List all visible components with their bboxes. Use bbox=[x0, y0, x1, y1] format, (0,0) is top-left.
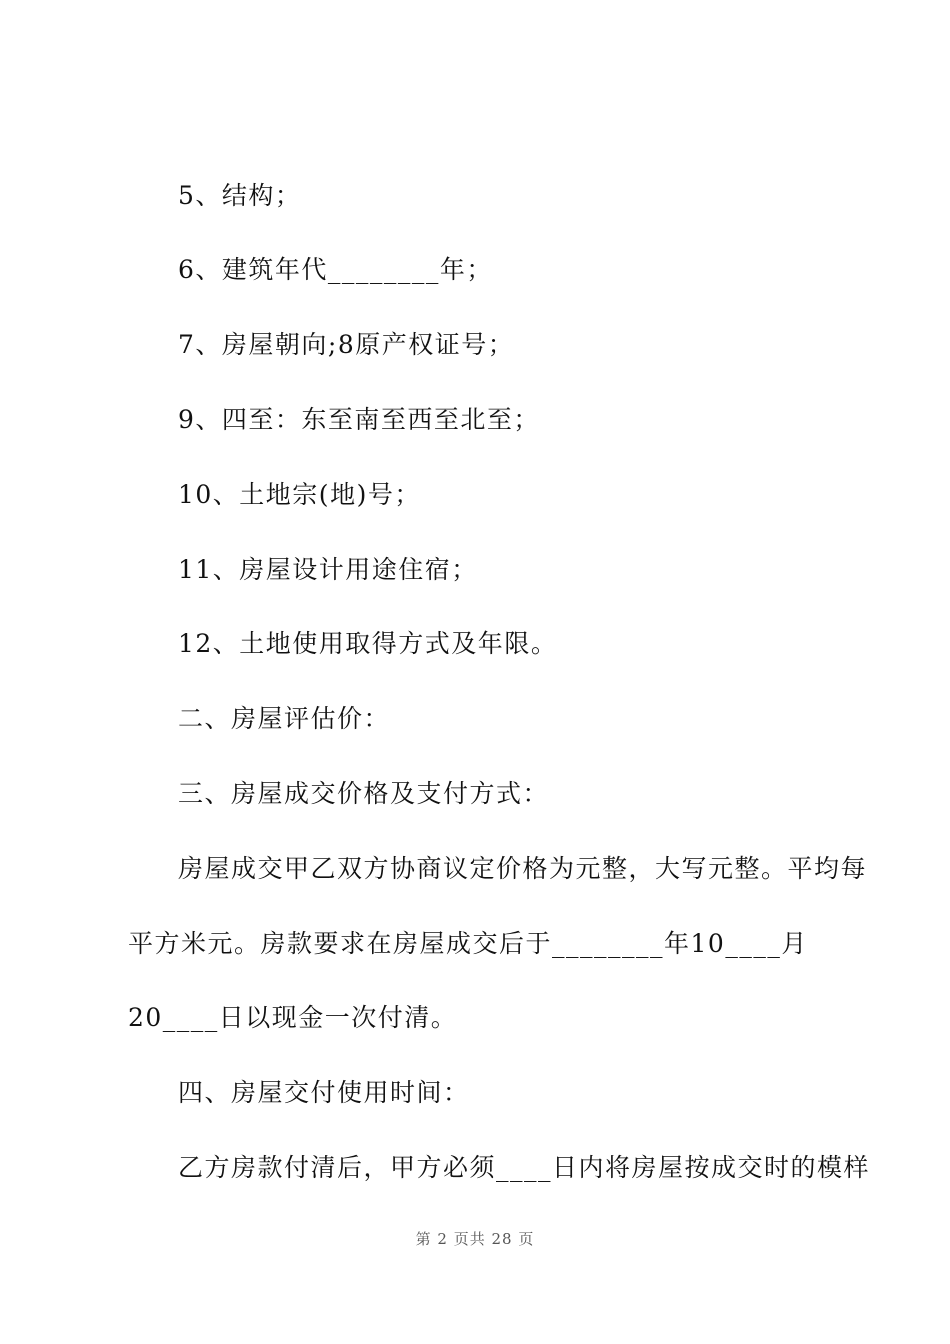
item-12-land-acquisition: 12、土地使用取得方式及年限。 bbox=[178, 629, 558, 658]
item-6-build-year: 6、建筑年代________年； bbox=[178, 255, 493, 284]
section-2-heading: 二、房屋评估价： bbox=[178, 704, 391, 733]
item-10-land-number: 10、土地宗(地)号； bbox=[178, 480, 421, 509]
section-4-heading: 四、房屋交付使用时间： bbox=[178, 1078, 470, 1107]
item-9-boundaries: 9、四至：东至南至西至北至； bbox=[178, 405, 540, 434]
price-paragraph-line-2: 平方米元。房款要求在房屋成交后于________年10____月 bbox=[128, 929, 808, 958]
page-number-footer: 第 2 页共 28 页 bbox=[415, 1230, 535, 1248]
price-paragraph-line-1: 房屋成交甲乙双方协商议定价格为元整，大写元整。平均每 bbox=[178, 854, 868, 883]
price-paragraph-line-3: 20____日以现金一次付清。 bbox=[128, 1003, 458, 1032]
item-11-design-use: 11、房屋设计用途住宿； bbox=[178, 555, 478, 584]
section-3-heading: 三、房屋成交价格及支付方式： bbox=[178, 779, 550, 808]
delivery-paragraph-line-1: 乙方房款付清后，甲方必须____日内将房屋按成交时的模样 bbox=[178, 1153, 871, 1182]
item-5-structure: 5、结构； bbox=[178, 181, 302, 210]
item-7-orientation: 7、房屋朝向;8原产权证号； bbox=[178, 330, 515, 359]
